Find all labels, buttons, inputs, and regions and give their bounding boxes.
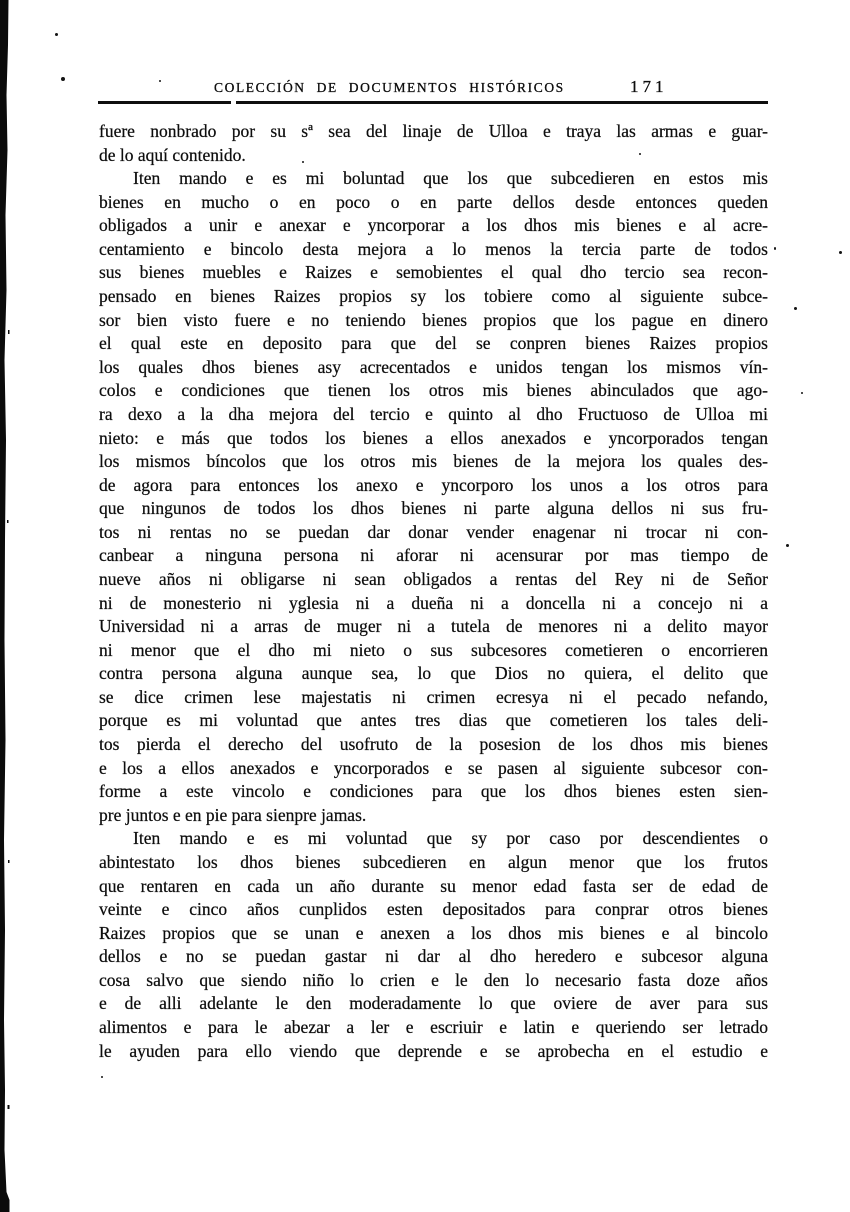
- text-line: e de alli adelante le den moderadamente lo que oviere de aver para sus: [99, 993, 768, 1014]
- scan-speck: [61, 77, 65, 81]
- text-line: alimentos e para le abezar a ler e escriuir e latin e queriendo ser letrado: [99, 1016, 768, 1037]
- text-line: los mismos bíncolos que los otros mis bienes de la mejora los quales des-: [99, 451, 768, 472]
- text-line: fuere nonbrado por su sª sea del linaje de Ulloa e traya las armas e guar-: [99, 121, 768, 141]
- text-line: forme a este vincolo e condiciones para que los dhos bienes esten sien-: [99, 781, 768, 802]
- text-line: centamiento e bincolo desta mejora a lo menos la tercia parte de todos: [99, 238, 768, 259]
- scan-speck: [302, 161, 304, 163]
- scan-speck: [159, 80, 161, 82]
- text-line: pensado en bienes Raizes propios sy los tobiere como al siguiente subce-: [99, 286, 768, 307]
- text-line: canbear a ninguna persona ni aforar ni acensurar por mas tiempo de: [99, 545, 768, 566]
- text-line: Universidad ni a arras de muger ni a tutela de menores ni a delito mayor: [99, 616, 768, 637]
- text-line: que rentaren en cada un año durante su menor edad fasta ser de edad de: [99, 875, 768, 896]
- text-line: se dice crimen lese majestatis ni crimen ecresya ni el pecado nefando,: [99, 686, 768, 707]
- scan-speck: [55, 33, 58, 36]
- text-line: de agora para entonces los anexo e yncorporo los unos a los otros para: [99, 474, 768, 495]
- page-number: 171: [630, 77, 668, 96]
- text-line: bienes en mucho o en poco o en parte dellos desde entonces queden: [99, 191, 768, 212]
- text-line: obligados a unir e anexar e yncorporar a los dhos mis bienes e al acre-: [99, 215, 768, 236]
- text-line: cosa salvo que siendo niño lo crien e le den lo necesario fasta doze años: [99, 969, 768, 990]
- text-line: nieto: e más que todos los bienes a ellos anexados e yncorporados tengan: [99, 427, 768, 448]
- text-line: e los a ellos anexados e yncorporados e se pasen al siguiente subcesor con-: [99, 757, 768, 778]
- text-line: el qual este en deposito para que del se conpren bienes Raizes propios: [99, 333, 768, 354]
- scan-speck: [786, 544, 789, 547]
- running-head-title: COLECCIÓN DE DOCUMENTOS HISTÓRICOS: [214, 80, 565, 95]
- text-line: dellos e no se puedan gastar ni dar al dho heredero e subcesor alguna: [99, 946, 768, 967]
- scan-speck: [794, 307, 797, 310]
- scan-gutter-edge: [0, 0, 14, 1212]
- text-line: pre juntos e en pie para sienpre jamas.: [99, 804, 367, 825]
- header-rule-segment: [236, 101, 768, 104]
- text-line: tos pierda el derecho del usofruto de la posesion de los dhos mis bienes: [99, 734, 768, 755]
- text-line: los quales dhos bienes asy acrecentados e unidos tengan los mismos vín-: [99, 356, 768, 377]
- scan-speck: [101, 1076, 103, 1078]
- scan-speck: [639, 153, 641, 155]
- scan-speck: [801, 392, 803, 394]
- scan-speck: [774, 247, 776, 250]
- text-line: de lo aquí contenido.: [99, 144, 246, 165]
- header-rule-segment: [98, 101, 231, 104]
- text-line: Iten mando e es mi boluntad que los que subcedieren en estos mis: [133, 168, 768, 189]
- text-line: que ningunos de todos los dhos bienes ni parte alguna dellos ni sus fru-: [99, 498, 768, 519]
- text-line: colos e condiciones que tienen los otros mis bienes abinculados que ago-: [99, 380, 768, 401]
- text-line: Iten mando e es mi voluntad que sy por caso por descendientes o: [133, 828, 768, 849]
- scan-speck: [839, 251, 842, 254]
- text-line: nueve años ni obligarse ni sean obligados a rentas del Rey ni de Señor: [99, 568, 768, 589]
- text-line: tos ni rentas no se puedan dar donar vender enagenar ni trocar ni con-: [99, 521, 768, 542]
- text-line: ni menor que el dho mi nieto o sus subcesores cometieren o encorrieren: [99, 639, 768, 660]
- document-body: [99, 120, 768, 1063]
- text-line: ni de monesterio ni yglesia ni a dueña ni a doncella ni a concejo ni a: [99, 592, 768, 613]
- text-line: porque es mi voluntad que antes tres dias que cometieren los tales deli-: [99, 710, 768, 731]
- text-line: Raizes propios que se unan e anexen a los dhos mis bienes e al bincolo: [99, 922, 768, 943]
- text-line: sor bien visto fuere e no teniendo bienes propios que los pague en dinero: [99, 309, 768, 330]
- text-line: abintestato los dhos bienes subcedieren en algun menor que los frutos: [99, 851, 768, 872]
- header-rule: [98, 101, 768, 104]
- text-line: ra dexo a la dha mejora del tercio e quinto al dho Fructuoso de Ulloa mi: [99, 403, 768, 424]
- text-line: le ayuden para ello viendo que deprende e se aprobecha en el estudio e: [99, 1040, 768, 1061]
- text-line: sus bienes muebles e Raizes e semobientes el qual dho tercio sea recon-: [99, 262, 768, 283]
- text-line: veinte e cinco años cunplidos esten depositados para conprar otros bienes: [99, 899, 768, 920]
- text-line: contra persona alguna aunque sea, lo que Dios no quiera, el delito que: [99, 663, 768, 684]
